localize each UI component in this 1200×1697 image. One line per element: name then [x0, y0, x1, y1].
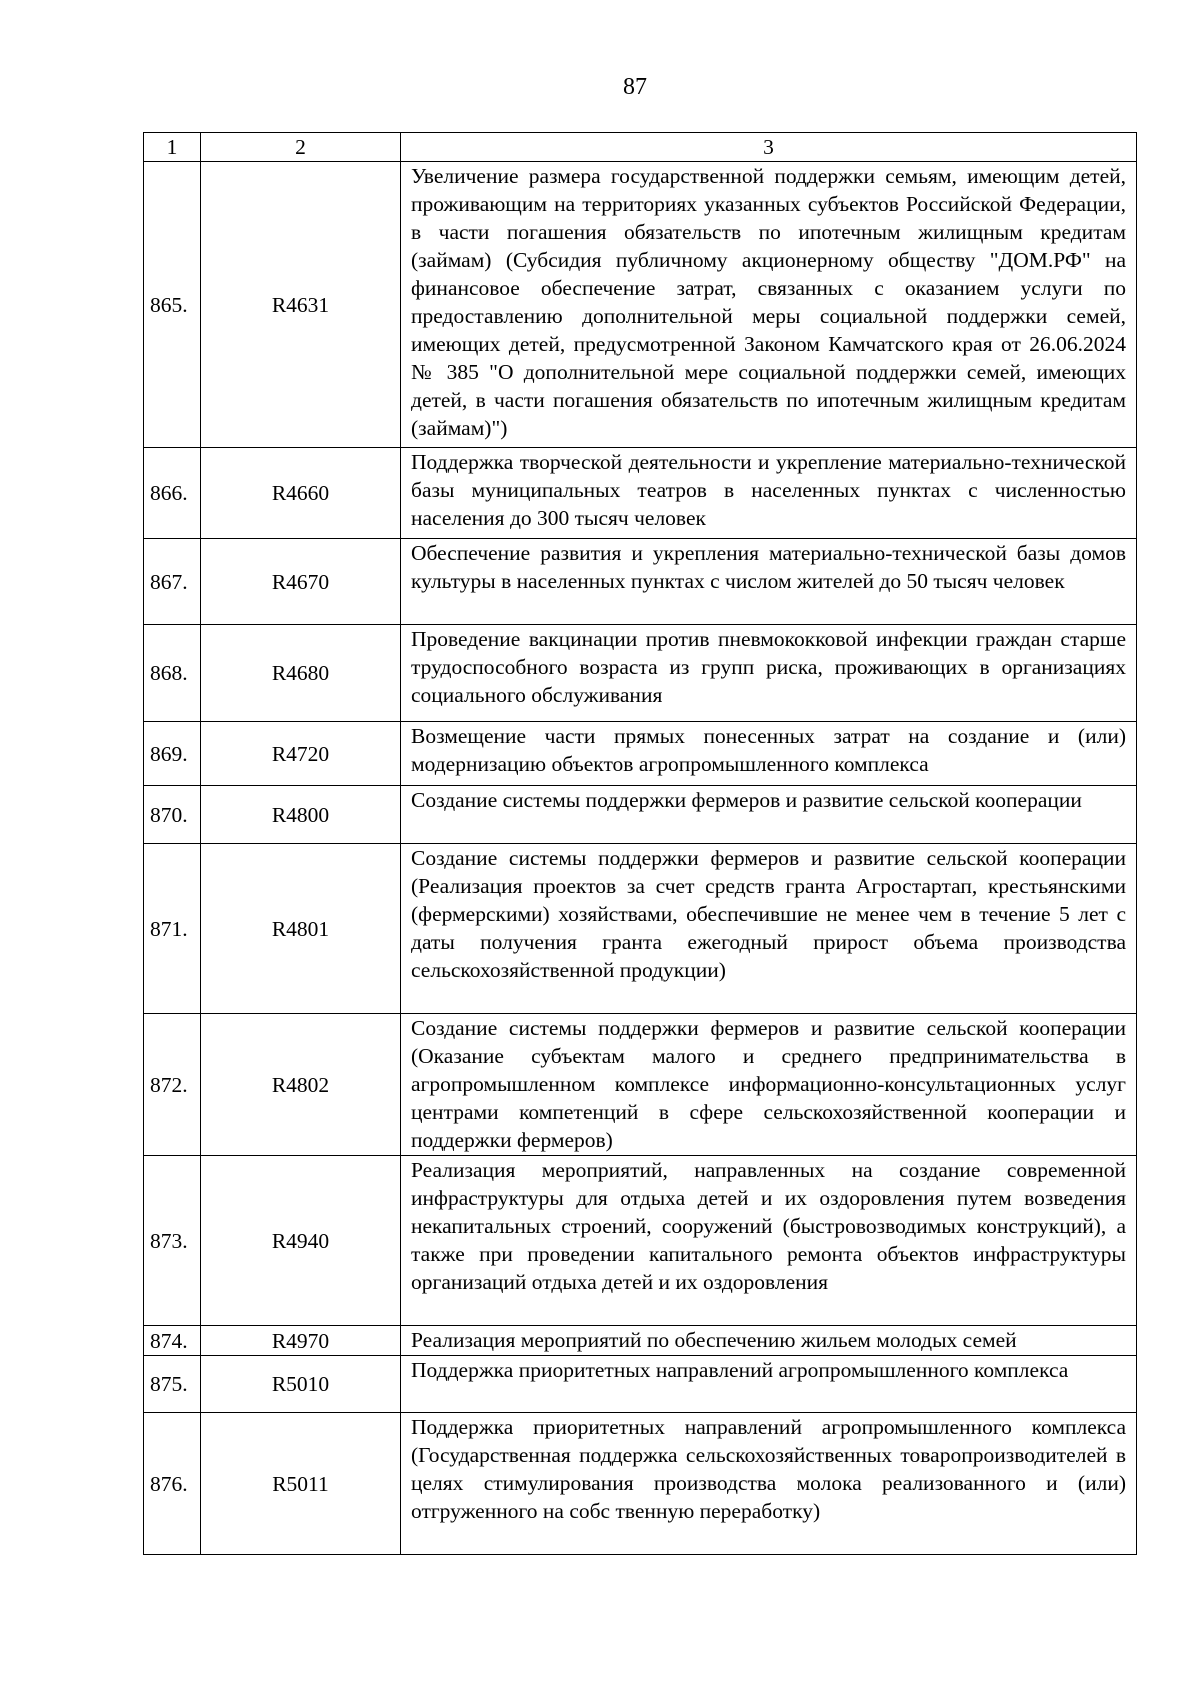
table-row — [144, 1326, 1137, 1356]
table-row — [144, 722, 1137, 786]
row-description: Реализация мероприятий, направленных на создание современной инфраструктуры для отдыха детей и их оздоровления путем возведения некапитальных строений, сооружений (быстровозводимых конструкций), а также при проведении капитального ремонта объектов инфраструктуры организаций отдыха детей и их оздоровления — [401, 1156, 1137, 1326]
table-row — [144, 539, 1137, 625]
row-description: Проведение вакцинации против пневмококковой инфекции граждан старше трудоспособного возраста из групп риска, проживающих в организациях социального обслуживания — [401, 625, 1137, 722]
row-description: Увеличение размера государственной поддержки семьям, имеющим детей, проживающим на территориях указанных субъектов Российской Федерации, в части погашения обязательств по ипотечным жилищным кредитам (займам) (Субсидия публичному акционерному обществу "ДОМ.РФ" на финансовое обеспечение затрат, связанных с оказанием услуги по предоставлению дополнительной меры социальной поддержки семей, имеющих детей, предусмотренной Законом Камчатского края от 26.06.2024 № 385 "О дополнительной мере социальной поддержки семей, имеющих детей, в части погашения обязательств по ипотечным жилищным кредитам (займам)") — [401, 162, 1137, 448]
column-header-1: 1 — [144, 133, 201, 162]
row-code: R5010 — [201, 1356, 401, 1413]
row-number: 865. — [144, 162, 201, 448]
row-code: R4670 — [201, 539, 401, 625]
table-row — [144, 625, 1137, 722]
table-row — [144, 448, 1137, 539]
table-row — [144, 1156, 1137, 1326]
row-description: Обеспечение развития и укрепления материально-технической базы домов культуры в населенных пунктах с числом жителей до 50 тысяч человек — [401, 539, 1137, 625]
row-description: Поддержка творческой деятельности и укрепление материально-технической базы муниципальных театров в населенных пунктах с численностью населения до 300 тысяч человек — [401, 448, 1137, 539]
row-code: R4970 — [201, 1326, 401, 1356]
row-number: 872. — [144, 1014, 201, 1156]
row-number: 867. — [144, 539, 201, 625]
table-row — [144, 1413, 1137, 1555]
row-code: R4680 — [201, 625, 401, 722]
row-code: R4802 — [201, 1014, 401, 1156]
row-description: Поддержка приоритетных направлений агропромышленного комплекса — [401, 1356, 1137, 1413]
table-header-row — [144, 133, 1137, 162]
row-number: 871. — [144, 844, 201, 1014]
table-row — [144, 786, 1137, 844]
row-code: R4631 — [201, 162, 401, 448]
row-number: 876. — [144, 1413, 201, 1555]
row-code: R4940 — [201, 1156, 401, 1326]
row-description: Создание системы поддержки фермеров и развитие сельской кооперации (Реализация проектов за счет средств гранта Агростартап, крестьянскими (фермерскими) хозяйствами, обеспечившие не менее чем в течение 5 лет с даты получения гранта ежегодный прирост объема производства сельскохозяйственной продукции) — [401, 844, 1137, 1014]
row-code: R4800 — [201, 786, 401, 844]
row-description: Поддержка приоритетных направлений агропромышленного комплекса (Государственная поддержка сельскохозяйственных товаропроизводителей в целях стимулирования производства молока реализованного и (или) отгруженного на собс твенную переработку) — [401, 1413, 1137, 1555]
row-number: 875. — [144, 1356, 201, 1413]
row-number: 873. — [144, 1156, 201, 1326]
row-code: R5011 — [201, 1413, 401, 1555]
row-code: R4660 — [201, 448, 401, 539]
row-code: R4801 — [201, 844, 401, 1014]
row-code: R4720 — [201, 722, 401, 786]
row-description: Создание системы поддержки фермеров и развитие сельской кооперации (Оказание субъектам малого и среднего предпринимательства в агропромышленном комплексе информационно-консультационных услуг центрами компетенций в сфере сельскохозяйственной кооперации и поддержки фермеров) — [401, 1014, 1137, 1156]
row-number: 868. — [144, 625, 201, 722]
column-header-3: 3 — [401, 133, 1137, 162]
row-number: 870. — [144, 786, 201, 844]
row-description: Реализация мероприятий по обеспечению жильем молодых семей — [401, 1326, 1137, 1356]
row-description: Возмещение части прямых понесенных затрат на создание и (или) модернизацию объектов агропромышленного комплекса — [401, 722, 1137, 786]
row-number: 869. — [144, 722, 201, 786]
table-row — [144, 162, 1137, 448]
table-row — [144, 1356, 1137, 1413]
table-row — [144, 1014, 1137, 1156]
row-description: Создание системы поддержки фермеров и развитие сельской кооперации — [401, 786, 1137, 844]
column-header-2: 2 — [201, 133, 401, 162]
budget-codes-table — [143, 132, 1137, 1555]
page-number: 87 — [623, 74, 647, 100]
row-number: 866. — [144, 448, 201, 539]
table-row — [144, 844, 1137, 1014]
row-number: 874. — [144, 1326, 201, 1356]
